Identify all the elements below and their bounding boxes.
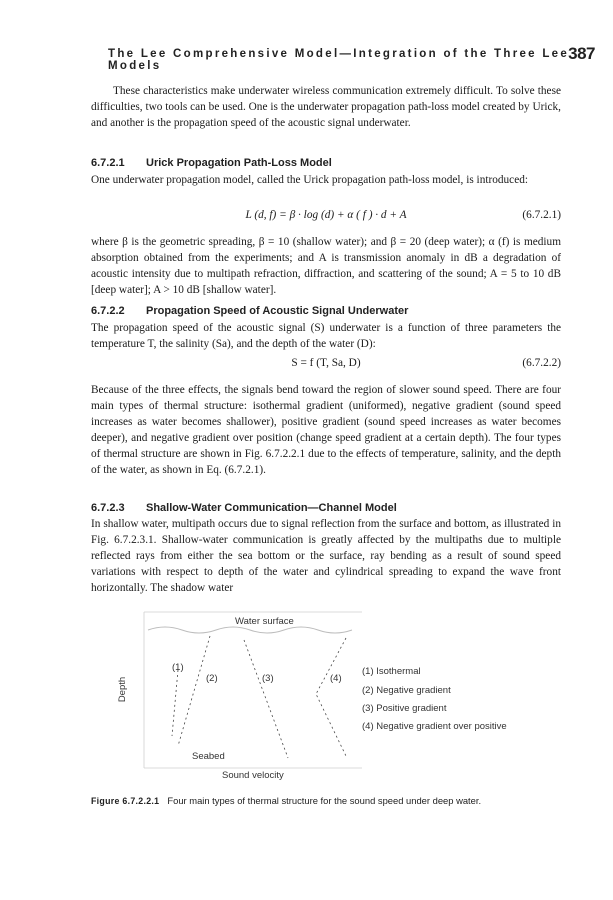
legend-item-negative-gradient: (2) Negative gradient — [362, 685, 451, 696]
figure-drawing — [120, 608, 540, 788]
equation-number: (6.7.2.1) — [522, 209, 561, 221]
legend-item-isothermal: (1) Isothermal — [362, 666, 421, 677]
caption-text: Four main types of thermal structure for the sound speed under deep water. — [167, 795, 482, 806]
section-number: 6.7.2.2 — [91, 305, 125, 317]
section-2-intro: The propagation speed of the acoustic signal (S) underwater is a function of three parameters the temperature T, the salinity (Sa), and the depth of the water (D): — [91, 322, 561, 350]
section-heading-propagation-speed — [91, 305, 561, 317]
running-title: The Lee Comprehensive Model—Integration of the Three Lee Models — [108, 48, 570, 72]
section-heading-shallow-water — [91, 502, 561, 514]
x-axis-label: Sound velocity — [222, 770, 284, 781]
curve-negative-gradient — [178, 636, 210, 746]
section-1-intro: One underwater propagation model, called the Urick propagation path-loss model, is introduced: — [91, 174, 528, 186]
curve-marker-1: (1) — [172, 662, 184, 673]
equation-expression: S = f (T, Sa, D) — [291, 357, 361, 369]
section-1-explanation: where β is the geometric spreading, β = 10 (shallow water); and β = 20 (deep water); α (f) is medium absorption obtained from the experiments; and A is transmission anomaly in dB a degradation of acoustic intensity due to multipath refraction, diffraction, and scattering of the sound; A = 5 to 10 dB [deep water]; A > 10 dB [shallow water]. — [91, 236, 561, 296]
seabed-label: Seabed — [192, 751, 225, 762]
curve-isothermal — [172, 670, 178, 736]
section-title: Urick Propagation Path-Loss Model — [146, 157, 332, 169]
section-title: Propagation Speed of Acoustic Signal Underwater — [146, 305, 409, 317]
section-2-explanation: Because of the three effects, the signals bend toward the region of slower sound speed. There are four main types of thermal structure: isothermal gradient (uniformed), negative gradient (sound speed increases as water becomes shallower), positive gradient (sound speed increases as water becomes deeper), and negative gradient over position (change speed gradient at a certain depth). The four types of thermal structure are shown in Fig. 6.7.2.2.1 due to the effects of temperature, salinity, and the depth of the water, as shown in Eq. (6.7.2.1). — [91, 384, 561, 476]
caption-label: Figure 6.7.2.2.1 — [91, 796, 160, 806]
section-number: 6.7.2.1 — [91, 157, 125, 169]
intro-paragraph: These characteristics make underwater wireless communication extremely difficult. To solve these difficulties, two tools can be used. One is the underwater propagation path-loss model created by Urick, and another is the propagation speed of the acoustic signal underwater. — [91, 85, 561, 129]
curve-marker-2: (2) — [206, 673, 218, 684]
equation-expression: L (d, f) = β · log (d) + α ( f ) · d + A — [245, 209, 407, 221]
curve-marker-4: (4) — [330, 673, 342, 684]
section-title: Shallow-Water Communication—Channel Model — [146, 502, 397, 514]
water-surface-label: Water surface — [235, 616, 294, 627]
curve-positive-gradient — [244, 640, 288, 758]
depth-axis-label: Depth — [117, 676, 129, 703]
figure-caption — [91, 795, 561, 806]
page-number: 387 — [568, 44, 595, 63]
legend-item-negative-over-positive: (4) Negative gradient over positive — [362, 721, 507, 732]
section-heading-urick — [91, 157, 561, 169]
curve-negative-over-positive — [316, 638, 346, 756]
curve-marker-3: (3) — [262, 673, 274, 684]
section-3-text: In shallow water, multipath occurs due to signal reflection from the surface and bottom, as illustrated in Fig. 6.7.2.3.1. Shallow-water communication is greatly affected by the multipaths due to multiple reflected rays from either the sea bottom or the surface, ray bending as a result of sound speed variations with respect to depth of the water and cylindrical spreading to expand the wave front horizontally. The shadow water — [91, 518, 561, 594]
section-number: 6.7.2.3 — [91, 502, 125, 514]
figure-thermal-structure — [117, 608, 540, 788]
legend-item-positive-gradient: (3) Positive gradient — [362, 703, 447, 714]
equation-number: (6.7.2.2) — [522, 357, 561, 369]
running-header — [108, 44, 595, 72]
water-surface-wave — [148, 627, 352, 633]
